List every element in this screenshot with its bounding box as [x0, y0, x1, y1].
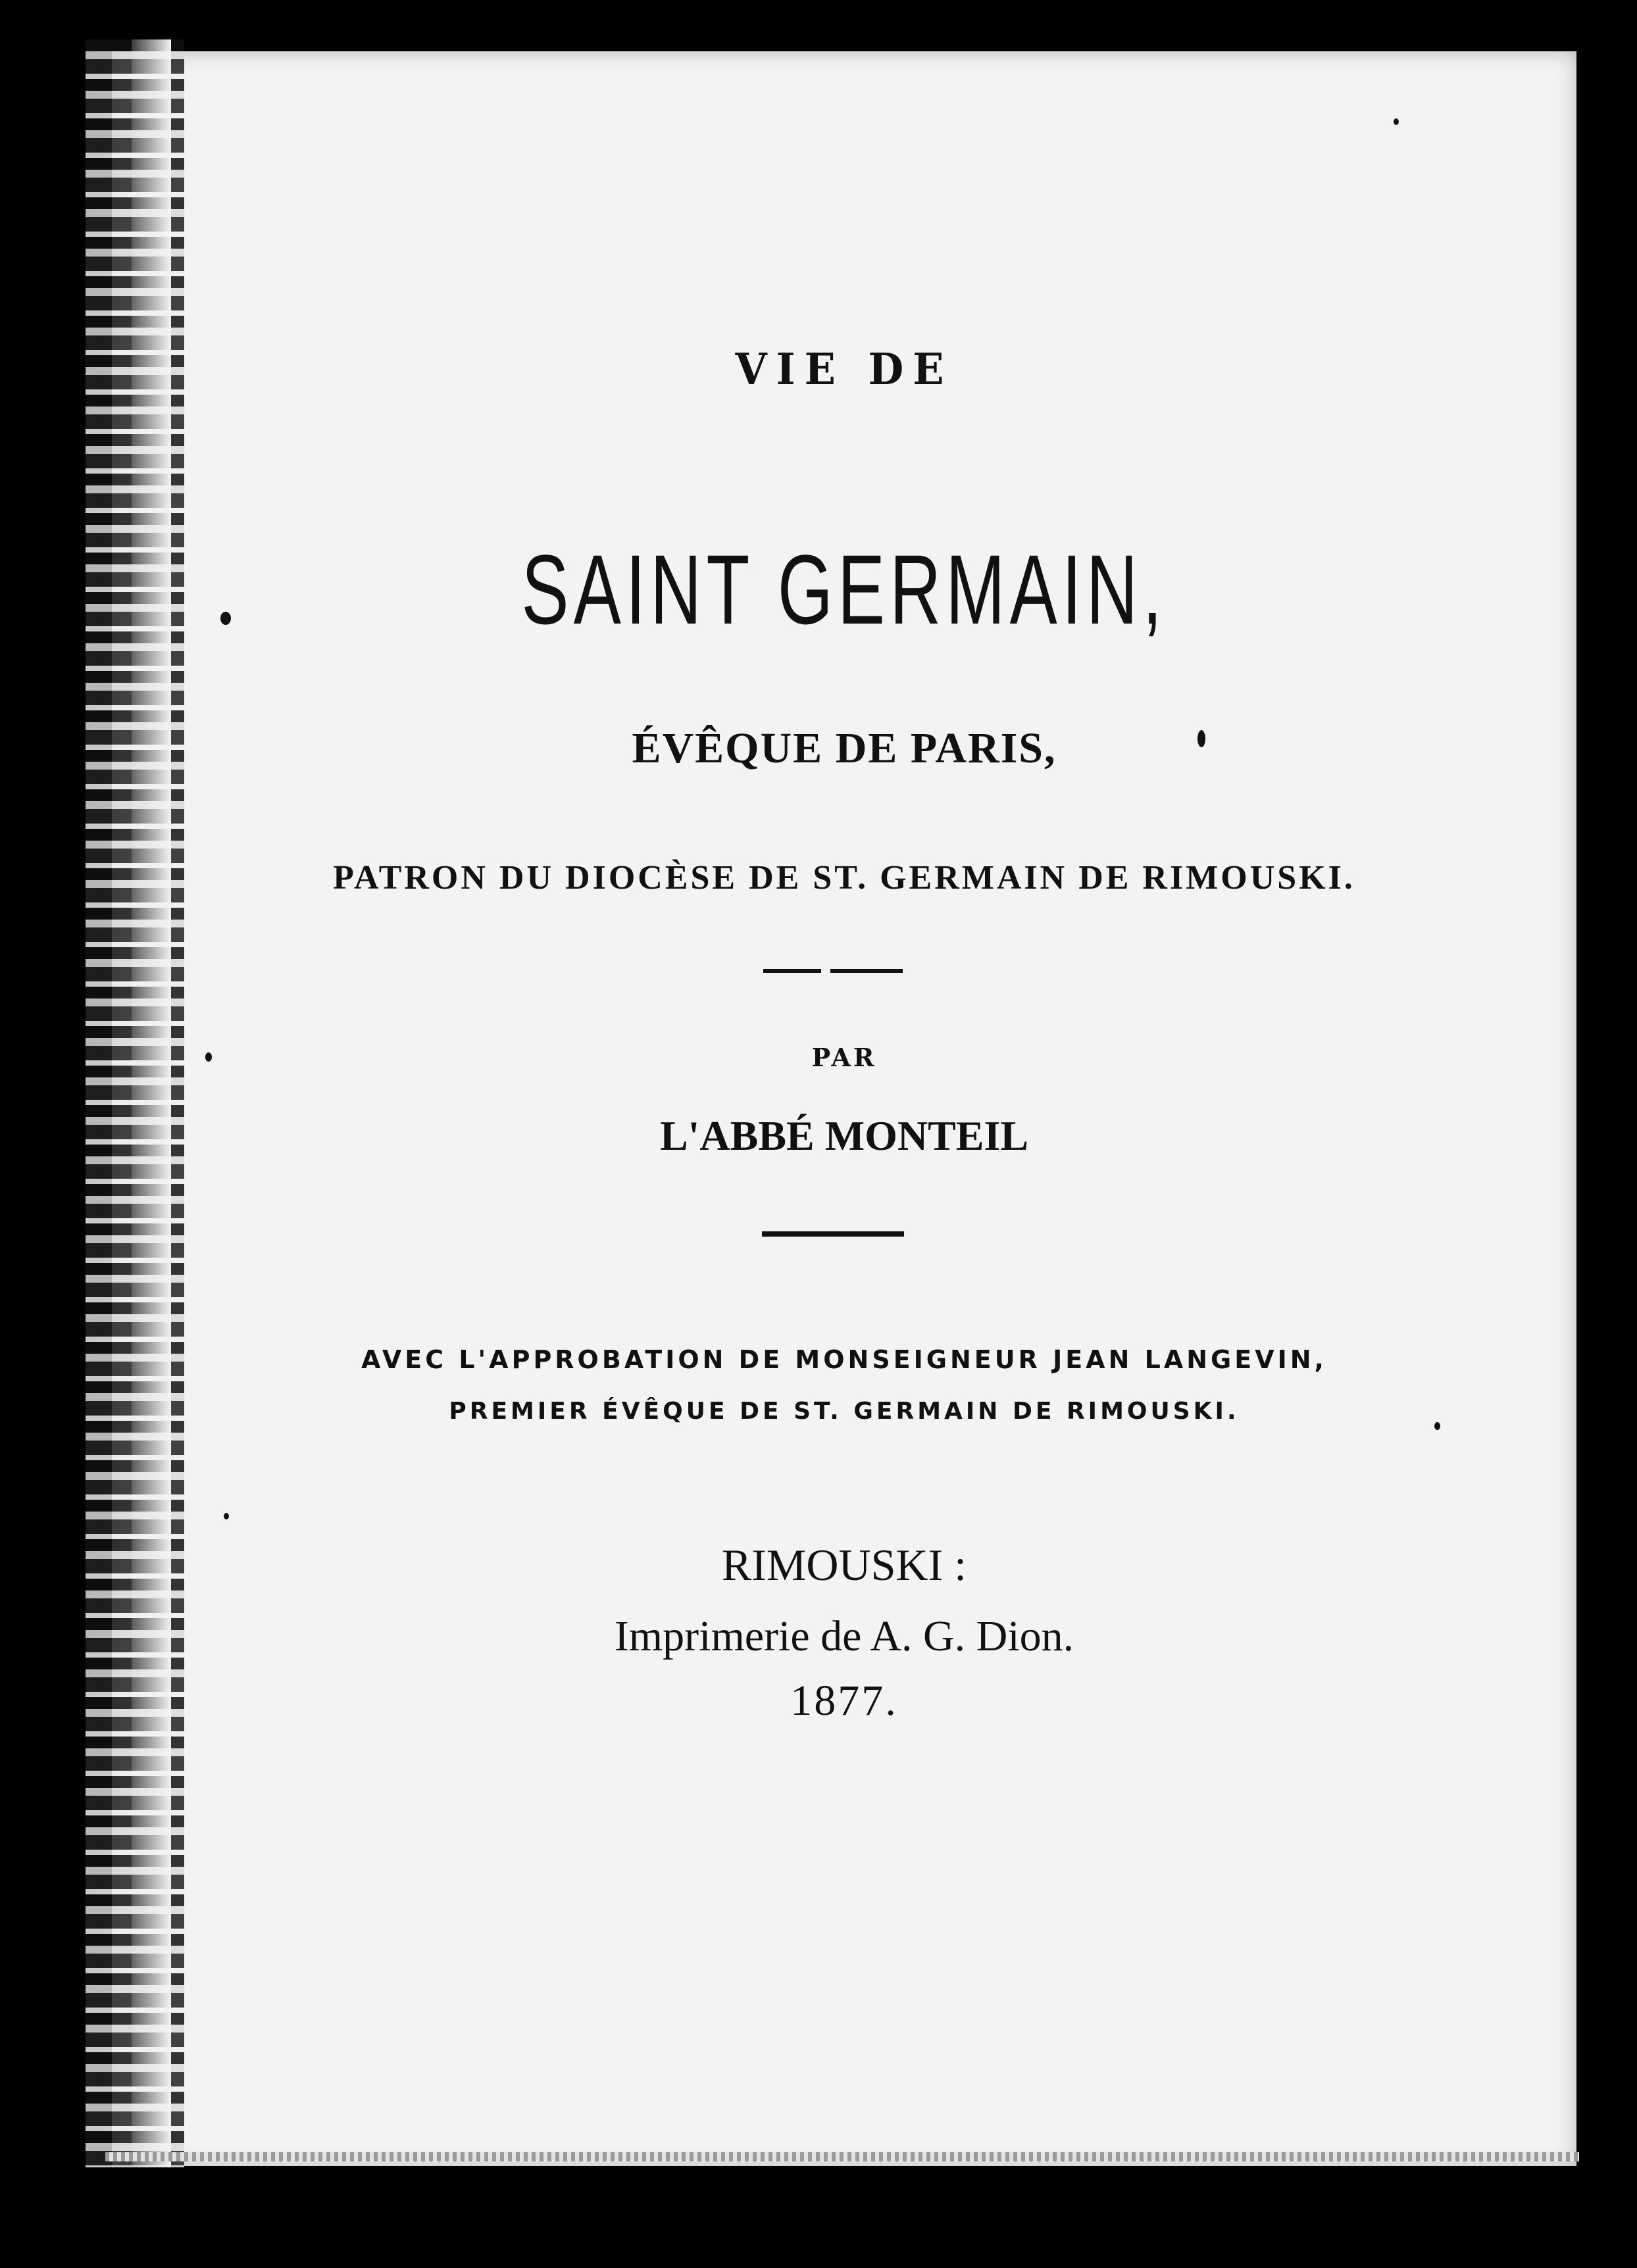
- imprint-year: 1877.: [790, 1677, 898, 1725]
- scan-speck: [205, 1052, 212, 1062]
- approbation-line-1: AVEC L'APPROBATION DE MONSEIGNEUR JEAN LANGEVIN,: [361, 1345, 1327, 1374]
- author-name: L'ABBÉ MONTEIL: [659, 1112, 1029, 1159]
- approbation-line-2: PREMIER ÉVÊQUE DE ST. GERMAIN DE RIMOUSKI.: [449, 1398, 1240, 1425]
- divider-rule: [762, 1231, 904, 1237]
- scan-speck: [220, 612, 231, 625]
- by-label: PAR: [811, 1043, 877, 1072]
- page-bottom-edge: [105, 2152, 1579, 2161]
- title-prefix: VIE DE: [735, 344, 953, 395]
- divider-rule-left: [763, 969, 821, 973]
- subtitle-patron: PATRON DU DIOCÈSE DE ST. GERMAIN DE RIMOUSKI.: [333, 859, 1355, 897]
- book-title: SAINT GERMAIN,: [521, 534, 1167, 645]
- scan-speck: [1197, 730, 1205, 747]
- imprint-place: RIMOUSKI :: [721, 1540, 967, 1590]
- scan-speck: [1434, 1422, 1440, 1430]
- subtitle-bishop: ÉVÊQUE DE PARIS,: [632, 724, 1057, 772]
- scan-speck: [224, 1513, 229, 1519]
- scan-speck: [1394, 118, 1399, 125]
- divider-rule-right: [830, 969, 903, 973]
- imprint-printer: Imprimerie de A. G. Dion.: [614, 1612, 1074, 1660]
